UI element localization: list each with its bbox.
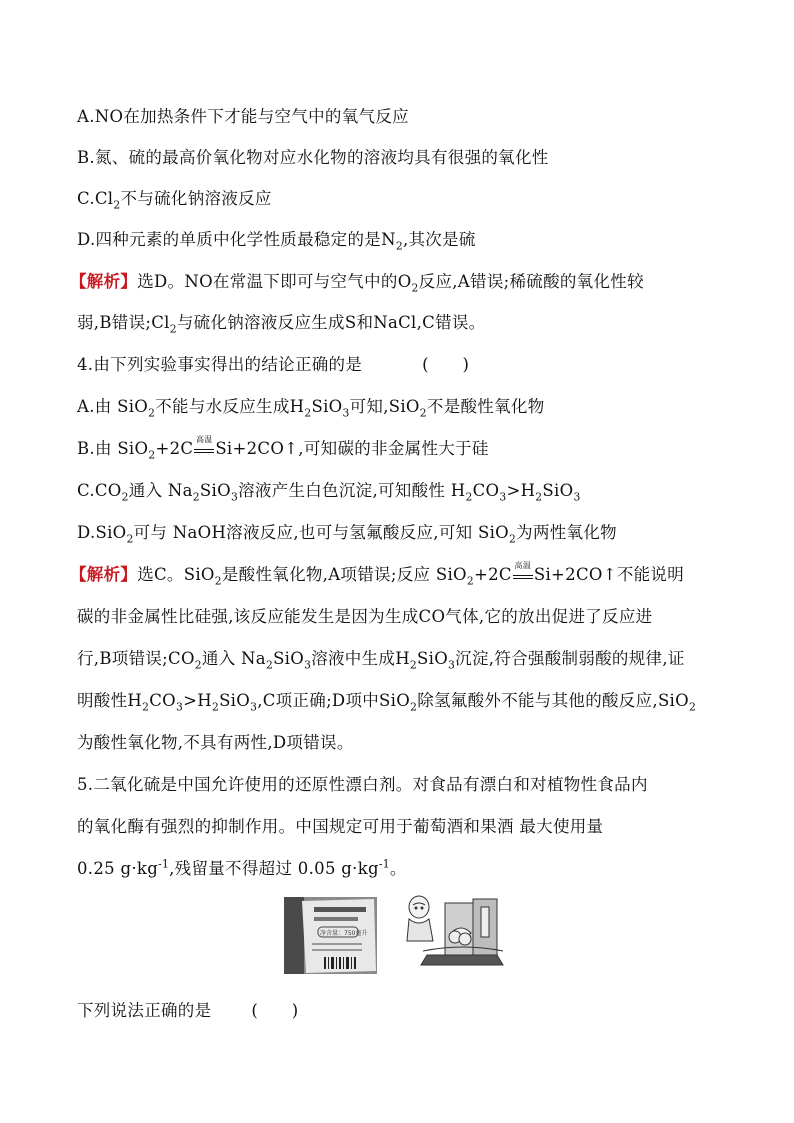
q5-stem-line-1: 5.二氧化硫是中国允许使用的还原性漂白剂。对食品有漂白和对植物性食品内 (77, 775, 648, 794)
answer-paren: ( ) (422, 355, 470, 374)
q5-stem-line-2: 的氧化酶有强烈的抑制作用。中国规定可用于葡萄酒和果酒 最大使用量 (77, 817, 604, 836)
q4-option-c: $C.CO_2$通入 $Na_2SiO_3$溶液产生白色沉淀,可知酸性 $H_2CO_3>H_2SiO_3$ (77, 481, 581, 504)
q3-analysis-line-1: 【解析】选D。NO在常温下即可与空气中的$O_2$反应,A错误;稀硫酸的氧化性较 (70, 272, 644, 295)
q5-question: 下列说法正确的是 ( ) (77, 1001, 299, 1020)
q3-option-c: $C.Cl_2$不与硫化钠溶液反应 (77, 189, 272, 212)
q4-analysis-line-4: 明酸性$H_2CO_3>H_2SiO_3,C$项正确;D项中SiO$_2$除氢氟酸外不能与其他的酸反应,SiO$_2$ (77, 691, 697, 714)
q3-analysis-line-2: 弱,B错误$;Cl_2$与硫化钠溶液反应生成S和NaCl,C错误。 (77, 313, 486, 336)
q3-option-b: B.氮、硫的最高价氧化物对应水化物的溶液均具有很强的氧化性 (77, 148, 549, 167)
wine-label-text: 净含量：750毫升 (320, 930, 368, 937)
q5-stem-line-3: 0.25 $g\cdot kg^{-1}$,残留量不得超过 0.05 $g\cdot kg^{-1}$。 (77, 857, 407, 878)
q4-analysis-line-3: 行,B项错误$;CO_2$通入 $Na_2SiO_3$溶液中生成$H_2SiO_3$沉淀,符合强酸制弱酸的规律,证 (77, 649, 685, 672)
q3-option-a: A.NO在加热条件下才能与空气中的氧气反应 (77, 107, 409, 126)
q4-option-d: D.SiO$_2$可与 NaOH溶液反应,也可与氢氟酸反应,可知 SiO$_2$为两性氧化物 (77, 523, 617, 546)
reaction-condition-mark: 高温 (512, 565, 534, 585)
q4-analysis-line-2: 碳的非金属性比硅强,该反应能发生是因为生成CO气体,它的放出促进了反应进 (77, 607, 653, 626)
wine-label-photo (284, 897, 377, 974)
q4-stem: 4.由下列实验事实得出的结论正确的是 ( ) (77, 355, 470, 374)
answer-paren: ( ) (251, 1001, 299, 1020)
analysis-tag: 【解析】 (70, 272, 138, 291)
sulfur-fumigation-cartoon (403, 893, 513, 975)
q4-analysis-line-5: 为酸性氧化物,不具有两性,D项错误。 (77, 733, 354, 752)
reaction-condition-mark: 高温 (193, 439, 215, 459)
q4-analysis-line-1: 【解析】选C。SiO$_2$是酸性氧化物,A项错误;反应 SiO$_2$+2C 高温 Si+2CO↑不能说明 (70, 561, 685, 588)
q4-option-a: A.由 SiO$_2$不能与水反应生成$H_2SiO_3$可知,SiO$_2$不是酸性氧化物 (77, 397, 545, 420)
q4-option-b: B.由 SiO$_2$+2C 高温 Si+2CO↑,可知碳的非金属性大于硅 (77, 435, 489, 462)
analysis-tag: 【解析】 (70, 565, 138, 584)
q3-option-d: D.四种元素的单质中化学性质最稳定的是$N_2$,其次是硫 (77, 230, 476, 253)
